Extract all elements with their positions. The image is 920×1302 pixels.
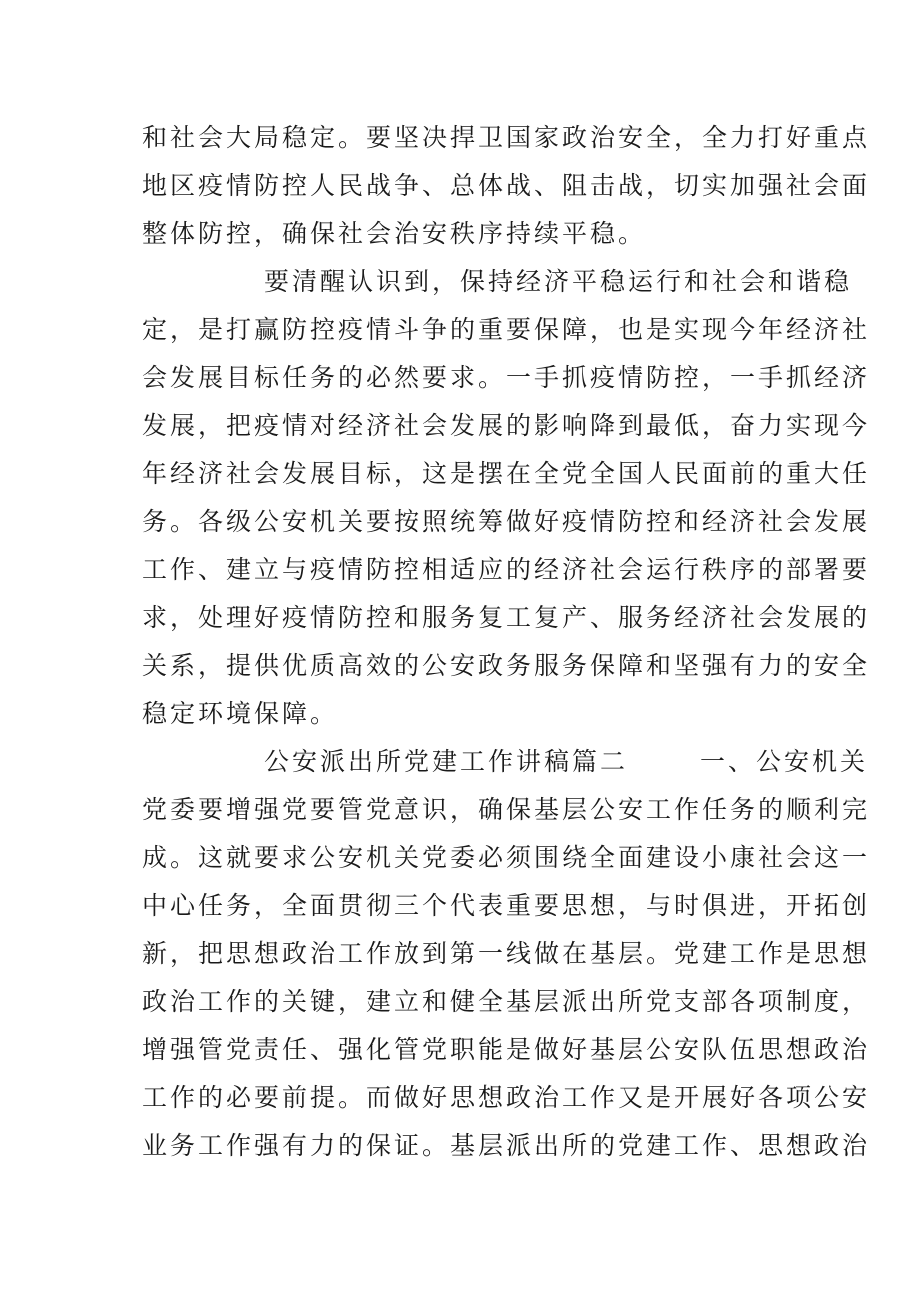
paragraph-2-line: 会发展目标任务的必然要求。一手抓疫情防控，一手抓经济 xyxy=(142,363,871,392)
paragraph-3-line: 工作的必要前提。而做好思想政治工作又是开展好各项公安 xyxy=(142,1083,871,1112)
paragraph-2-line: 定，是打赢防控疫情斗争的重要保障，也是实现今年经济社 xyxy=(142,315,871,344)
paragraph-3-line: 成。这就要求公安机关党委必须围绕全面建设小康社会这一 xyxy=(142,843,871,872)
paragraph-2-line: 务。各级公安机关要按照统筹做好疫情防控和经济社会发展 xyxy=(142,507,871,536)
paragraph-2-line: 关系，提供优质高效的公安政务服务保障和坚强有力的安全 xyxy=(142,651,871,680)
paragraph-3-line: 党委要增强党要管党意识，确保基层公安工作任务的顺利完 xyxy=(142,795,871,824)
paragraph-2-line: 年经济社会发展目标，这是摆在全党全国人民面前的重大任 xyxy=(142,459,871,488)
paragraph-1-line: 地区疫情防控人民战争、总体战、阻击战，切实加强社会面 xyxy=(142,171,871,200)
paragraph-3-line: 新，把思想政治工作放到第一线做在基层。党建工作是思想 xyxy=(142,939,871,968)
paragraph-3-line: 政治工作的关键，建立和健全基层派出所党支部各项制度， xyxy=(142,987,871,1016)
section-heading-line xyxy=(142,738,869,786)
paragraph-3-line: 增强管党责任、强化管党职能是做好基层公安队伍思想政治 xyxy=(142,1035,871,1064)
paragraph-3-line: 中心任务，全面贯彻三个代表重要思想，与时俱进，开拓创 xyxy=(142,891,871,920)
section-heading-tail: 一、公安机关 xyxy=(700,747,869,776)
section-heading: 公安派出所党建工作讲稿篇二 xyxy=(264,747,629,776)
paragraph-2-line: 求，处理好疫情防控和服务复工复产、服务经济社会发展的 xyxy=(142,603,871,632)
paragraph-2-line: 稳定环境保障。 xyxy=(142,699,339,728)
paragraph-3-line: 业务工作强有力的保证。基层派出所的党建工作、思想政治 xyxy=(142,1131,871,1160)
paragraph-2-first-line: 要清醒认识到，保持经济平稳运行和社会和谐稳 xyxy=(264,267,853,296)
paragraph-1-line: 和社会大局稳定。要坚决捍卫国家政治安全，全力打好重点 xyxy=(142,123,871,152)
document-body xyxy=(142,114,871,1170)
paragraph-2-line: 工作、建立与疫情防控相适应的经济社会运行秩序的部署要 xyxy=(142,555,871,584)
paragraph-2-line: 发展，把疫情对经济社会发展的影响降到最低，奋力实现今 xyxy=(142,411,871,440)
paragraph-1-line: 整体防控，确保社会治安秩序持续平稳。 xyxy=(142,219,647,248)
